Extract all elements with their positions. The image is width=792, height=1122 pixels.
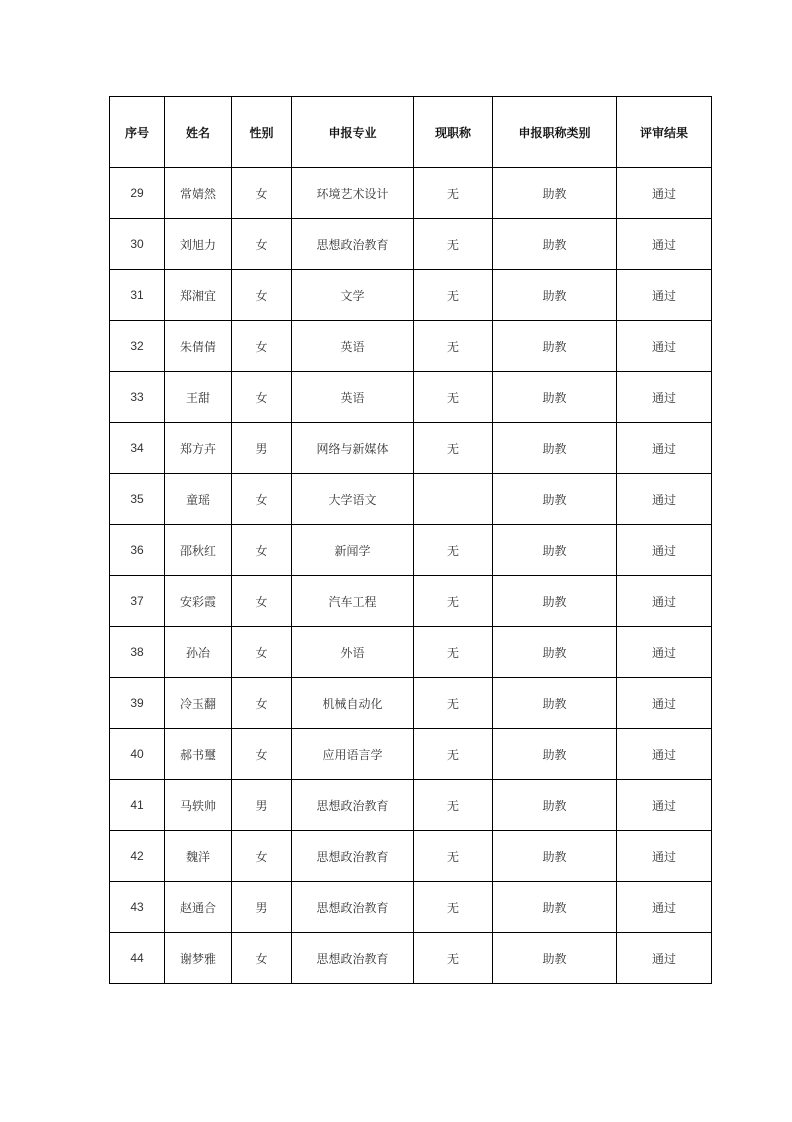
review-result-cell: 通过 bbox=[617, 168, 712, 219]
serial-no-cell: 42 bbox=[110, 831, 165, 882]
name-cell: 刘旭力 bbox=[165, 219, 232, 270]
declared-title-category-cell: 助教 bbox=[493, 219, 617, 270]
declared-title-category-cell: 助教 bbox=[493, 831, 617, 882]
table-row bbox=[110, 678, 712, 729]
name-cell: 郑方卉 bbox=[165, 423, 232, 474]
gender-cell: 女 bbox=[232, 729, 292, 780]
gender-cell: 女 bbox=[232, 168, 292, 219]
declared-major-cell: 环境艺术设计 bbox=[292, 168, 414, 219]
declared-major-cell: 英语 bbox=[292, 372, 414, 423]
gender-cell: 女 bbox=[232, 627, 292, 678]
serial-no-cell: 40 bbox=[110, 729, 165, 780]
serial-no-cell: 30 bbox=[110, 219, 165, 270]
header-current-title: 现职称 bbox=[414, 97, 493, 168]
review-result-cell: 通过 bbox=[617, 780, 712, 831]
table-row bbox=[110, 933, 712, 984]
current-title-cell: 无 bbox=[414, 525, 493, 576]
header-declared-major: 申报专业 bbox=[292, 97, 414, 168]
declared-major-cell: 外语 bbox=[292, 627, 414, 678]
table-row bbox=[110, 780, 712, 831]
gender-cell: 女 bbox=[232, 831, 292, 882]
serial-no-cell: 44 bbox=[110, 933, 165, 984]
review-results-table bbox=[109, 96, 712, 984]
name-cell: 魏洋 bbox=[165, 831, 232, 882]
gender-cell: 女 bbox=[232, 933, 292, 984]
serial-no-cell: 35 bbox=[110, 474, 165, 525]
review-result-cell: 通过 bbox=[617, 576, 712, 627]
gender-cell: 男 bbox=[232, 423, 292, 474]
name-cell: 赵通合 bbox=[165, 882, 232, 933]
declared-title-category-cell: 助教 bbox=[493, 729, 617, 780]
name-cell: 谢梦雅 bbox=[165, 933, 232, 984]
review-result-cell: 通过 bbox=[617, 678, 712, 729]
table-row bbox=[110, 270, 712, 321]
declared-major-cell: 英语 bbox=[292, 321, 414, 372]
review-result-cell: 通过 bbox=[617, 219, 712, 270]
gender-cell: 男 bbox=[232, 780, 292, 831]
serial-no-cell: 31 bbox=[110, 270, 165, 321]
declared-title-category-cell: 助教 bbox=[493, 933, 617, 984]
current-title-cell: 无 bbox=[414, 321, 493, 372]
table-row bbox=[110, 219, 712, 270]
gender-cell: 男 bbox=[232, 882, 292, 933]
gender-cell: 女 bbox=[232, 525, 292, 576]
table-row bbox=[110, 831, 712, 882]
name-cell: 郑湘宜 bbox=[165, 270, 232, 321]
gender-cell: 女 bbox=[232, 321, 292, 372]
gender-cell: 女 bbox=[232, 474, 292, 525]
header-review-result: 评审结果 bbox=[617, 97, 712, 168]
serial-no-cell: 29 bbox=[110, 168, 165, 219]
declared-major-cell: 思想政治教育 bbox=[292, 831, 414, 882]
review-result-cell: 通过 bbox=[617, 831, 712, 882]
table-header bbox=[110, 97, 712, 168]
serial-no-cell: 41 bbox=[110, 780, 165, 831]
review-result-cell: 通过 bbox=[617, 933, 712, 984]
declared-title-category-cell: 助教 bbox=[493, 882, 617, 933]
gender-cell: 女 bbox=[232, 576, 292, 627]
declared-major-cell: 机械自动化 bbox=[292, 678, 414, 729]
current-title-cell: 无 bbox=[414, 168, 493, 219]
name-cell: 朱倩倩 bbox=[165, 321, 232, 372]
declared-major-cell: 思想政治教育 bbox=[292, 780, 414, 831]
table-row bbox=[110, 474, 712, 525]
gender-cell: 女 bbox=[232, 219, 292, 270]
serial-no-cell: 43 bbox=[110, 882, 165, 933]
current-title-cell: 无 bbox=[414, 729, 493, 780]
header-name: 姓名 bbox=[165, 97, 232, 168]
declared-title-category-cell: 助教 bbox=[493, 321, 617, 372]
review-result-cell: 通过 bbox=[617, 882, 712, 933]
name-cell: 童瑶 bbox=[165, 474, 232, 525]
review-result-cell: 通过 bbox=[617, 321, 712, 372]
review-result-cell: 通过 bbox=[617, 270, 712, 321]
header-serial-no: 序号 bbox=[110, 97, 165, 168]
review-result-cell: 通过 bbox=[617, 729, 712, 780]
declared-title-category-cell: 助教 bbox=[493, 525, 617, 576]
declared-title-category-cell: 助教 bbox=[493, 780, 617, 831]
current-title-cell: 无 bbox=[414, 423, 493, 474]
declared-major-cell: 思想政治教育 bbox=[292, 933, 414, 984]
declared-title-category-cell: 助教 bbox=[493, 474, 617, 525]
table-row bbox=[110, 576, 712, 627]
header-declared-title-category: 申报职称类别 bbox=[493, 97, 617, 168]
gender-cell: 女 bbox=[232, 372, 292, 423]
declared-title-category-cell: 助教 bbox=[493, 270, 617, 321]
name-cell: 邵秋红 bbox=[165, 525, 232, 576]
review-result-cell: 通过 bbox=[617, 423, 712, 474]
declared-title-category-cell: 助教 bbox=[493, 576, 617, 627]
table-row bbox=[110, 729, 712, 780]
name-cell: 孙冶 bbox=[165, 627, 232, 678]
current-title-cell: 无 bbox=[414, 372, 493, 423]
review-result-cell: 通过 bbox=[617, 627, 712, 678]
gender-cell: 女 bbox=[232, 678, 292, 729]
current-title-cell: 无 bbox=[414, 678, 493, 729]
name-cell: 王甜 bbox=[165, 372, 232, 423]
name-cell: 安彩霞 bbox=[165, 576, 232, 627]
serial-no-cell: 33 bbox=[110, 372, 165, 423]
declared-title-category-cell: 助教 bbox=[493, 168, 617, 219]
serial-no-cell: 38 bbox=[110, 627, 165, 678]
current-title-cell: 无 bbox=[414, 219, 493, 270]
current-title-cell: 无 bbox=[414, 882, 493, 933]
declared-major-cell: 大学语文 bbox=[292, 474, 414, 525]
table-row bbox=[110, 627, 712, 678]
declared-major-cell: 应用语言学 bbox=[292, 729, 414, 780]
serial-no-cell: 39 bbox=[110, 678, 165, 729]
header-row bbox=[110, 97, 712, 168]
header-gender: 性别 bbox=[232, 97, 292, 168]
current-title-cell: 无 bbox=[414, 780, 493, 831]
gender-cell: 女 bbox=[232, 270, 292, 321]
review-result-cell: 通过 bbox=[617, 525, 712, 576]
serial-no-cell: 34 bbox=[110, 423, 165, 474]
name-cell: 郝书璽 bbox=[165, 729, 232, 780]
declared-major-cell: 汽车工程 bbox=[292, 576, 414, 627]
declared-title-category-cell: 助教 bbox=[493, 372, 617, 423]
current-title-cell bbox=[414, 474, 493, 525]
declared-title-category-cell: 助教 bbox=[493, 627, 617, 678]
serial-no-cell: 37 bbox=[110, 576, 165, 627]
declared-title-category-cell: 助教 bbox=[493, 423, 617, 474]
current-title-cell: 无 bbox=[414, 270, 493, 321]
name-cell: 马轶帅 bbox=[165, 780, 232, 831]
table-row bbox=[110, 321, 712, 372]
name-cell: 冷玉翻 bbox=[165, 678, 232, 729]
table-row bbox=[110, 525, 712, 576]
current-title-cell: 无 bbox=[414, 576, 493, 627]
declared-title-category-cell: 助教 bbox=[493, 678, 617, 729]
table-row bbox=[110, 168, 712, 219]
declared-major-cell: 新闻学 bbox=[292, 525, 414, 576]
declared-major-cell: 思想政治教育 bbox=[292, 219, 414, 270]
current-title-cell: 无 bbox=[414, 831, 493, 882]
serial-no-cell: 36 bbox=[110, 525, 165, 576]
table-row bbox=[110, 882, 712, 933]
current-title-cell: 无 bbox=[414, 933, 493, 984]
review-result-cell: 通过 bbox=[617, 372, 712, 423]
current-title-cell: 无 bbox=[414, 627, 493, 678]
declared-major-cell: 文学 bbox=[292, 270, 414, 321]
declared-major-cell: 网络与新媒体 bbox=[292, 423, 414, 474]
declared-major-cell: 思想政治教育 bbox=[292, 882, 414, 933]
serial-no-cell: 32 bbox=[110, 321, 165, 372]
table-row bbox=[110, 423, 712, 474]
name-cell: 常婧然 bbox=[165, 168, 232, 219]
table-row bbox=[110, 372, 712, 423]
table-body bbox=[110, 168, 712, 984]
review-result-cell: 通过 bbox=[617, 474, 712, 525]
